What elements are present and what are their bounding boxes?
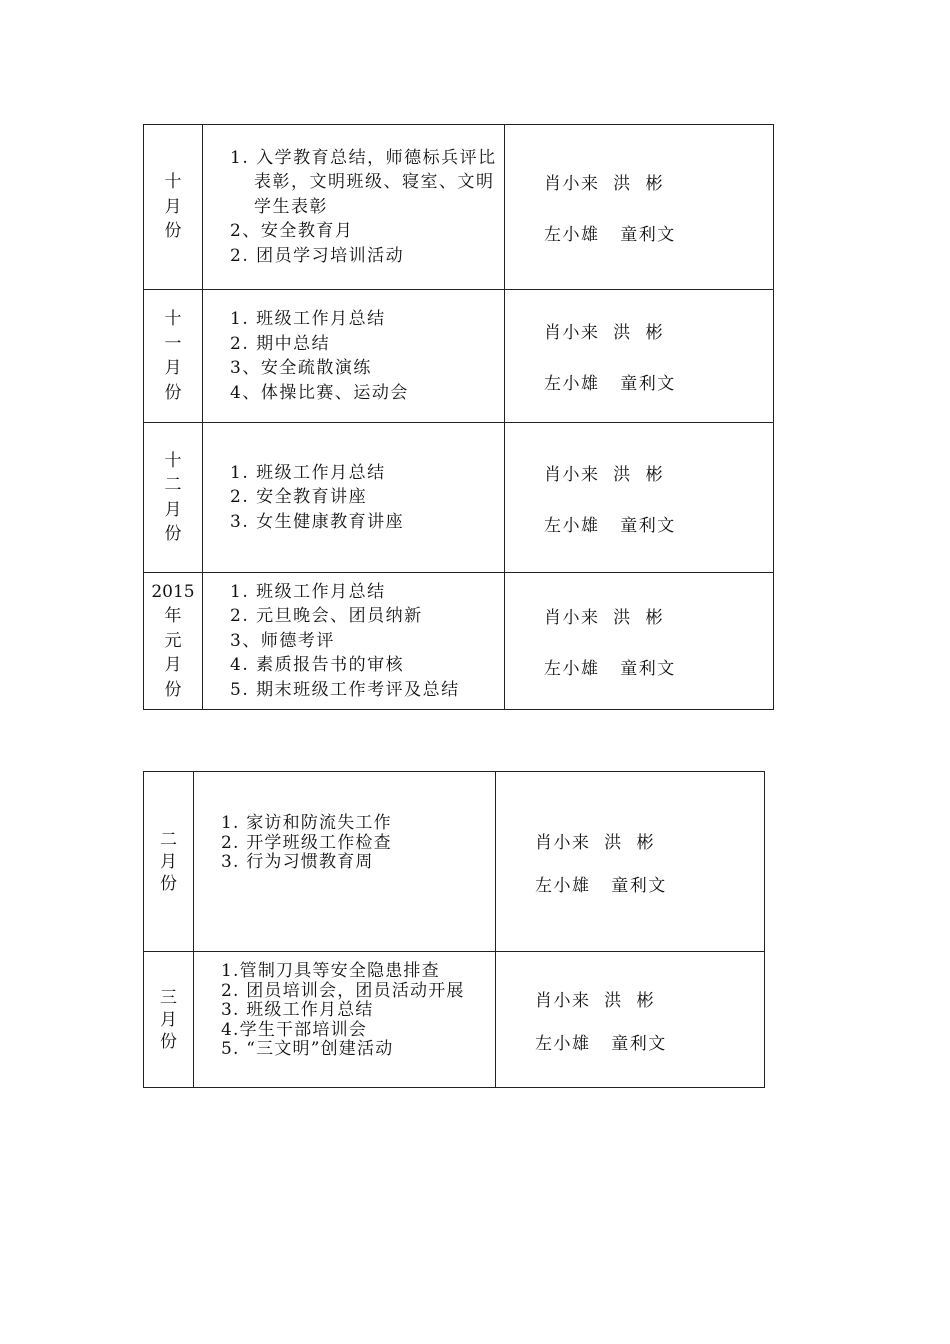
table-row [144,952,765,1088]
task-item: 2. 团员学习培训活动 [230,245,405,266]
responsible-cell [505,290,774,423]
tasks-cell [194,772,496,952]
schedule-table-2 [143,771,765,1088]
month-cell [144,772,194,952]
month-char: 月 [160,851,177,872]
table-row [144,573,774,710]
task-item: 1. 入学教育总结，师德标兵评比 [230,147,497,168]
tasks-cell [194,952,496,1088]
task-item: 3. 行为习惯教育周 [221,852,374,872]
task-item: 2. 安全教育讲座 [230,487,368,508]
responsible-line: 左小雄 童利文 [544,515,676,536]
month-char: 月 [164,358,182,378]
month-char: 三 [160,987,177,1008]
month-char: 份 [160,873,177,894]
month-char: 月 [164,655,182,676]
task-item: 2、安全教育月 [230,221,354,242]
task-item: 1. 班级工作月总结 [230,462,386,483]
month-char: 2015 [151,581,195,602]
responsible-cell [505,125,774,290]
month-char: 二 [160,829,177,850]
month-char: 十 [164,309,182,329]
task-item-continued: 表彰，文明班级、寝室、文明 [254,172,495,193]
month-char: 元 [164,630,182,651]
month-char: 十 [164,172,182,193]
task-item: 2. 开学班级工作检查 [221,832,392,853]
responsible-line: 左小雄 童利文 [535,1033,667,1054]
month-char: 十 [164,450,182,471]
month-cell [144,125,203,290]
task-item: 4. 素质报告书的审核 [230,655,405,676]
responsible-line: 肖小来 洪 彬 [535,832,656,853]
responsible-line: 左小雄 童利文 [535,875,667,896]
month-cell [144,290,203,423]
table-row [144,125,774,290]
responsible-line: 肖小来 洪 彬 [544,464,665,485]
task-item: 4、体操比赛、运动会 [230,382,409,403]
month-char: 月 [164,499,182,520]
task-item: 1. 家访和防流失工作 [221,813,392,833]
responsible-cell [505,573,774,710]
responsible-cell [505,423,774,573]
month-char: 一 [164,333,182,354]
task-item: 1. 班级工作月总结 [230,309,386,329]
month-char: 月 [160,1009,177,1030]
task-item: 1. 班级工作月总结 [230,581,386,602]
responsible-line: 肖小来 洪 彬 [544,174,665,194]
responsible-line: 左小雄 童利文 [544,374,676,394]
responsible-line: 左小雄 童利文 [544,659,676,679]
month-char: 份 [160,1031,177,1052]
tasks-cell [203,573,505,710]
schedule-table-1 [143,124,774,710]
tasks-cell [203,423,505,573]
task-item: 4.学生干部培训会 [221,1019,368,1040]
task-item: 5. “三文明”创建活动 [221,1039,394,1059]
task-item: 2. 元旦晚会、团员纳新 [230,606,423,627]
tasks-cell [203,125,505,290]
task-item: 1.管制刀具等安全隐患排查 [221,961,440,981]
responsible-cell [496,772,765,952]
responsible-line: 肖小来 洪 彬 [544,323,665,343]
month-char: 份 [164,382,182,403]
responsible-line: 肖小来 洪 彬 [544,608,665,628]
table-row [144,772,765,952]
month-char: 月 [164,196,182,217]
table-row [144,423,774,573]
month-char: 份 [164,679,182,700]
responsible-line: 肖小来 洪 彬 [535,990,656,1011]
month-cell [144,423,203,573]
month-cell [144,573,203,710]
month-char: 份 [164,221,182,242]
task-item: 2. 期中总结 [230,333,331,354]
task-item: 2. 团员培训会，团员活动开展 [221,980,465,1001]
responsible-line: 左小雄 童利文 [544,225,676,245]
month-cell [144,952,194,1088]
task-item-continued: 学生表彰 [254,196,328,217]
month-char: 二 [164,475,182,495]
responsible-cell [496,952,765,1088]
task-item: 3. 班级工作月总结 [221,1000,374,1020]
task-item: 3、安全疏散演练 [230,358,372,378]
month-char: 年 [164,606,182,627]
month-char: 份 [164,524,182,544]
task-item: 3. 女生健康教育讲座 [230,511,405,532]
tasks-cell [203,290,505,423]
task-item: 5. 期末班级工作考评及总结 [230,679,460,700]
task-item: 3、师德考评 [230,630,335,651]
table-row [144,290,774,423]
